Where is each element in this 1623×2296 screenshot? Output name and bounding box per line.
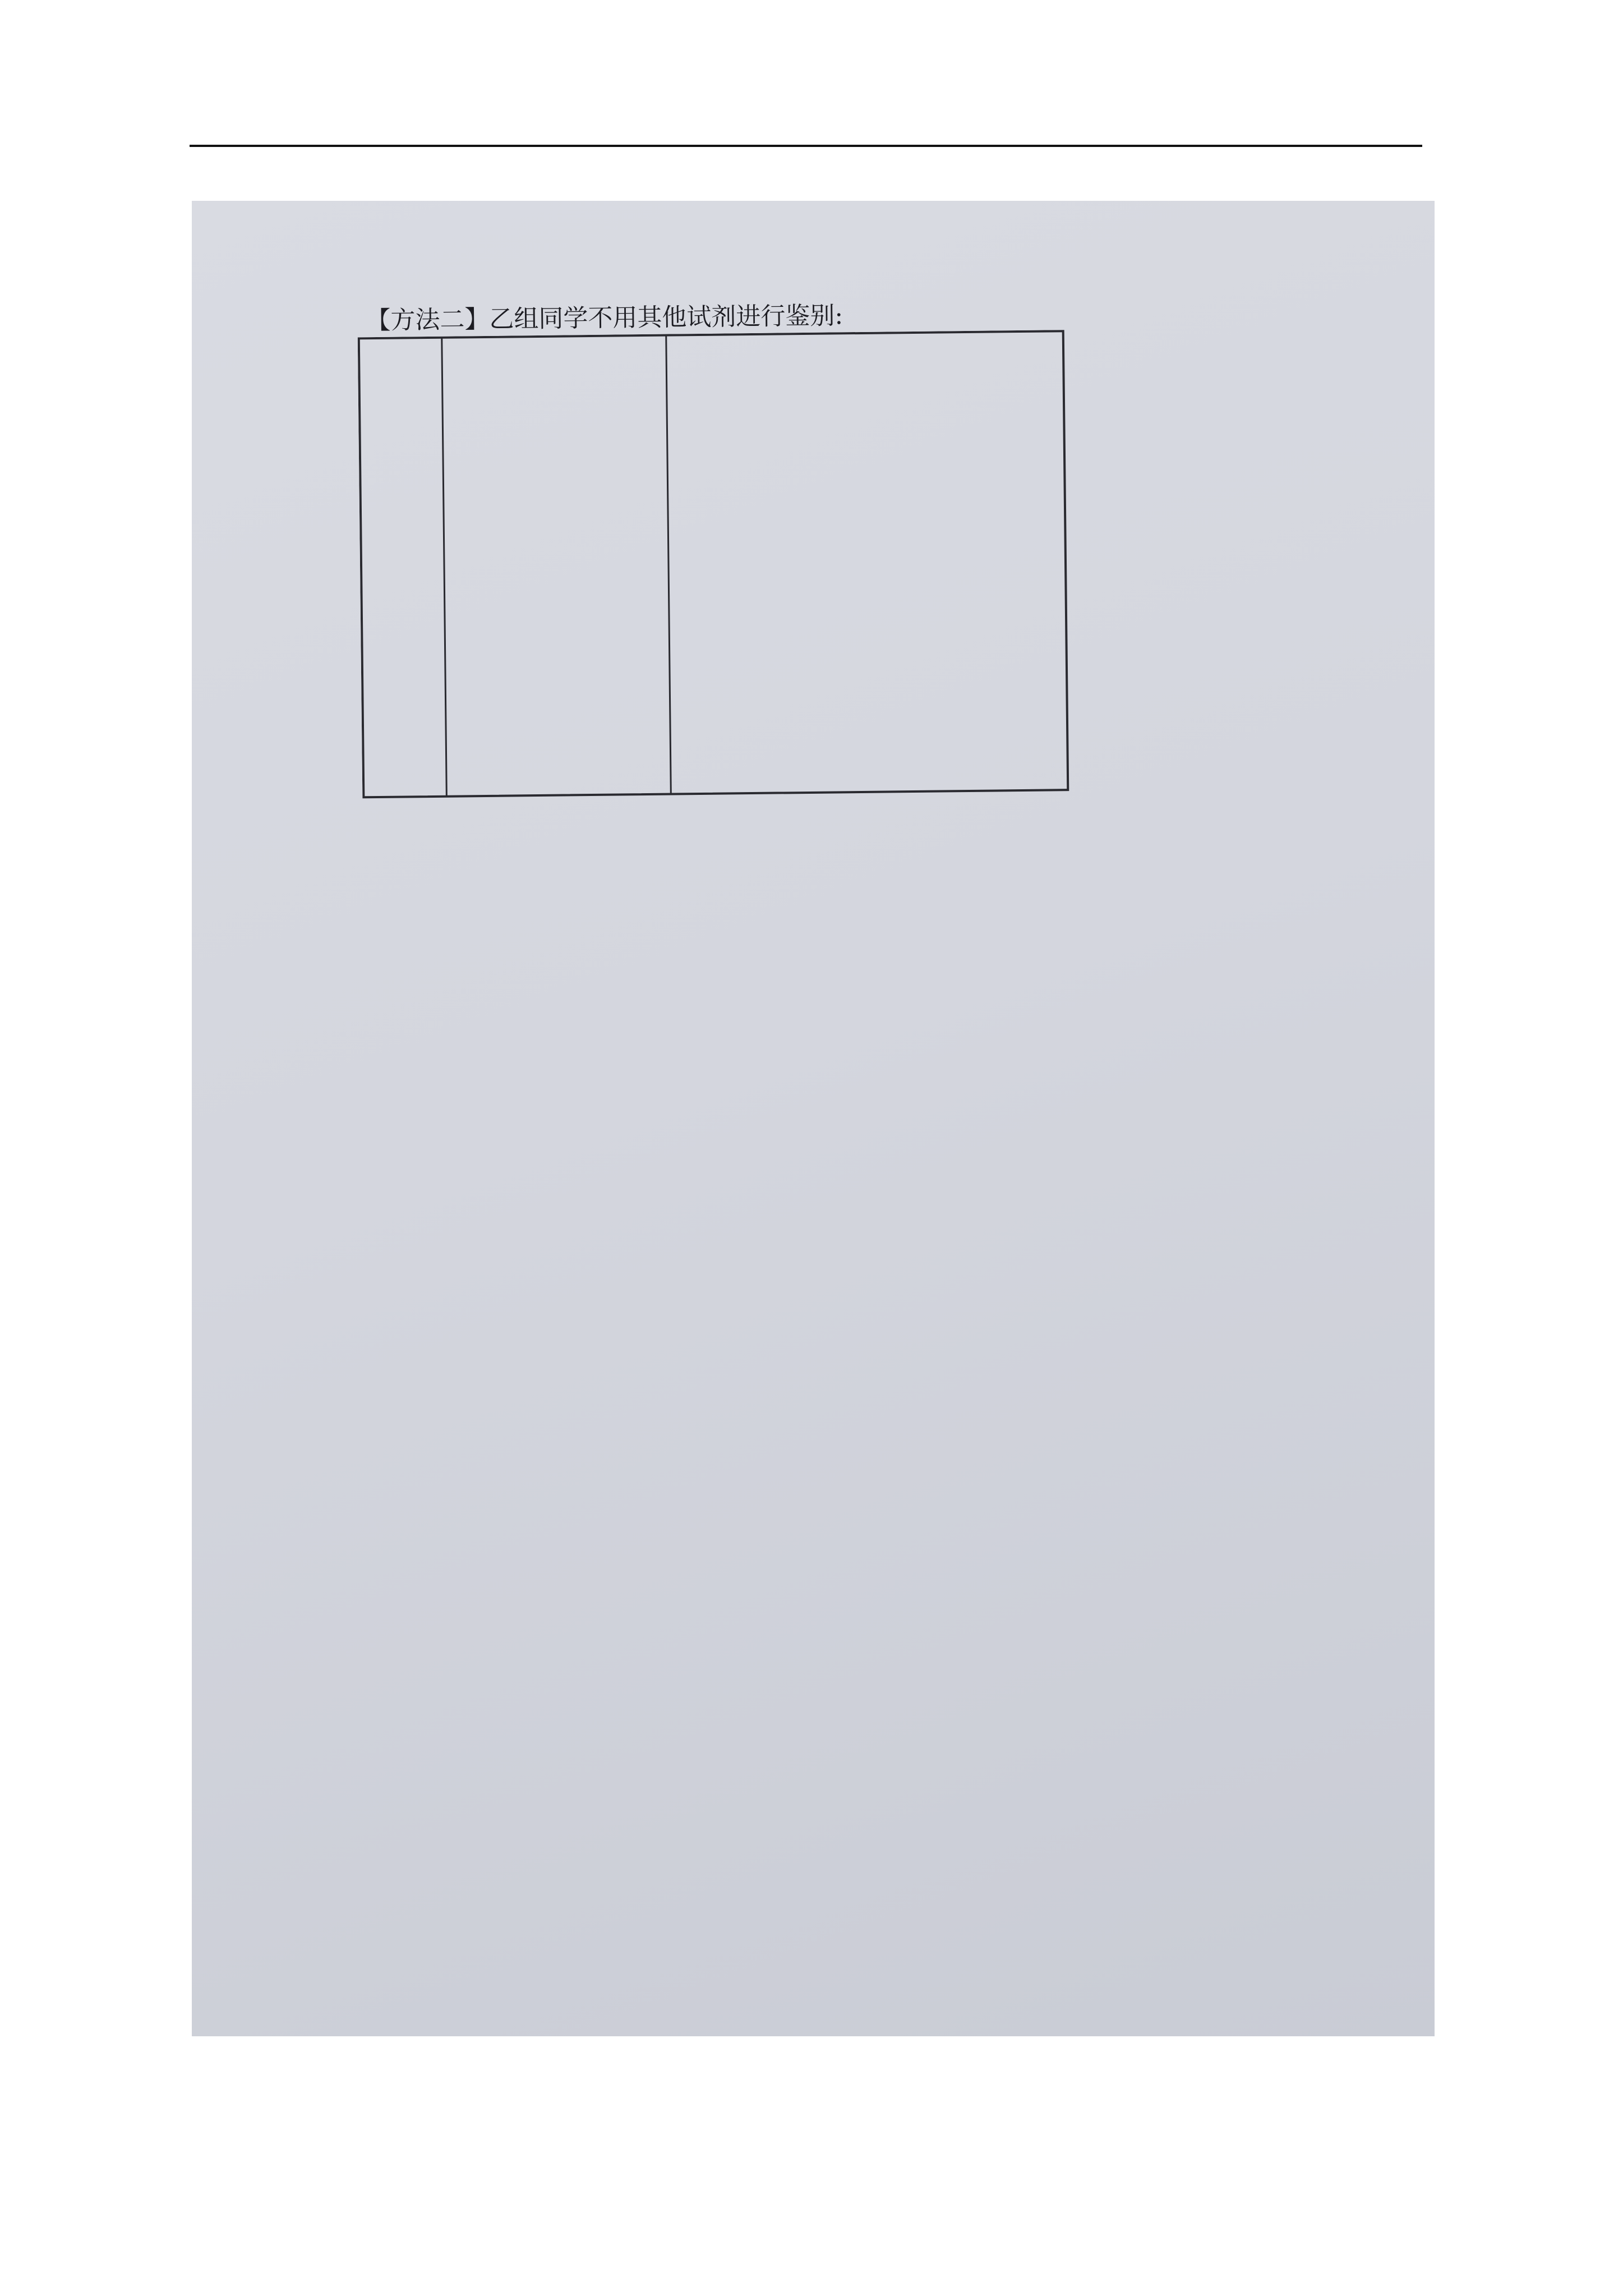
table-lines [358,330,1071,799]
experiment-table [358,330,1069,798]
scanned-exam-photo [192,201,1435,2036]
exam-paper [192,201,1435,2036]
method2-heading: 【方法二】乙组同学不用其他试剂进行鉴别: [366,301,843,335]
header-rule [190,145,1422,147]
